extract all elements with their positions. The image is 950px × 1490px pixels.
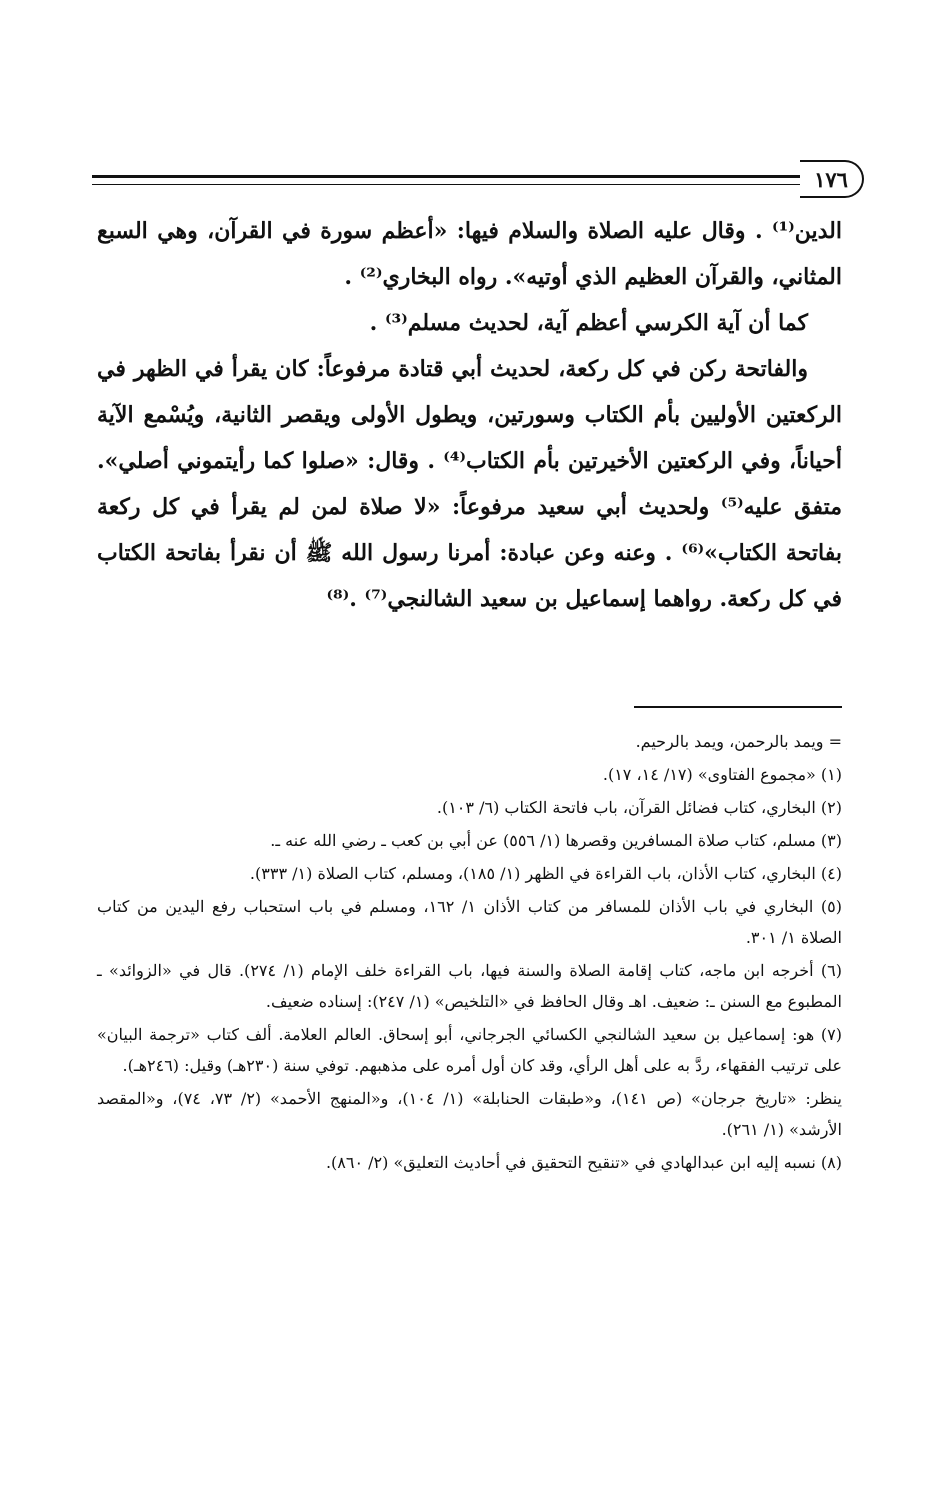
footnote: (٤) البخاري، كتاب الأذان، باب القراءة في الظهر (١/ ١٨٥)، ومسلم، كتاب الصلاة (١/ ٣٣٣). (249, 864, 842, 883)
footnote-separator (634, 706, 842, 708)
footnote: (٥) البخاري في باب الأذان للمسافر من كتاب الأذان ١/ ١٦٢، ومسلم في باب استحباب رفع اليدين من كتاب الصلاة ١/ ٣٠١. (97, 897, 843, 947)
header-rule (92, 175, 808, 185)
main-text (97, 208, 842, 622)
footnotes (97, 726, 842, 1180)
footnote: (٨) نسبه إليه ابن عبدالهادي في «تنقيح التحقيق في أحاديث التعليق» (٢/ ٨٦٠). (325, 1153, 842, 1172)
footnote: (٢) البخاري، كتاب فضائل القرآن، باب فاتحة الكتاب (٦/ ١٠٣). (436, 798, 842, 817)
footnote: (٦) أخرجه ابن ماجه، كتاب إقامة الصلاة والسنة فيها، باب القراءة خلف الإمام (١/ ٢٧٤). قال في «الزوائد» ـ المطبوع مع السنن ـ: ضعيف. اهـ وقال الحافظ في «التلخيص» (١/ ٢٤٧): إسناده ضعيف. (97, 961, 843, 1011)
footnote: (٧) هو: إسماعيل بن سعيد الشالنجي الكسائي الجرجاني، أبو إسحاق. العالم العلامة. ألف كتاب «ترجمة البيان» على ترتيب الفقهاء، ردَّ به على أهل الرأي، وقد كان أول أمره على مذهبهم. توفي سنة (٢٣٠هـ) وقيل: (٢٤٦هـ). (97, 1025, 842, 1075)
page-header (92, 160, 864, 200)
page-number: ١٧٦ (800, 160, 864, 198)
footnote-continuation: = ويمد بالرحمن، ويمد بالرحيم. (635, 732, 842, 751)
main-paragraph: كما أن آية الكرسي أعظم آية، لحديث مسلم⁽³⁾ . (369, 310, 808, 336)
footnote-references: ينظر: «تاريخ جرجان» (ص ١٤١)، و«طبقات الحنابلة» (١/ ١٠٤)، و«المنهج الأحمد» (٢/ ٧٣، ٧٤)، و«المقصد الأرشد» (١/ ٢٦١). (97, 1089, 843, 1139)
footnote: (١) «مجموع الفتاوى» (١٧/ ١٤، ١٧). (602, 765, 842, 784)
main-paragraph: والفاتحة ركن في كل ركعة، لحديث أبي قتادة مرفوعاً: كان يقرأ في الظهر في الركعتين الأوليين بأم الكتاب وسورتين، ويطول الأولى ويقصر الثانية، ويُسْمع الآية أحياناً، وفي الركعتين الأخيرتين بأم الكتاب⁽⁴⁾ . وقال: «صلوا كما رأيتموني أصلي». متفق عليه⁽⁵⁾ ولحديث أبي سعيد مرفوعاً: «لا صلاة لمن لم يقرأ في كل ركعة بفاتحة الكتاب»⁽⁶⁾ . وعنه وعن عبادة: أمرنا رسول الله ﷺ أن نقرأ بفاتحة الكتاب في كل ركعة. رواهما إسماعيل بن سعيد الشالنجي⁽⁷⁾ .⁽⁸⁾ (97, 356, 842, 612)
main-paragraph: الدين⁽¹⁾ . وقال عليه الصلاة والسلام فيها: «أعظم سورة في القرآن، وهي السبع المثاني، والقرآن العظيم الذي أوتيه». رواه البخاري⁽²⁾ . (97, 218, 842, 290)
footnote: (٣) مسلم، كتاب صلاة المسافرين وقصرها (١/ ٥٥٦) عن أبي بن كعب ـ رضي الله عنه ـ. (270, 831, 842, 850)
